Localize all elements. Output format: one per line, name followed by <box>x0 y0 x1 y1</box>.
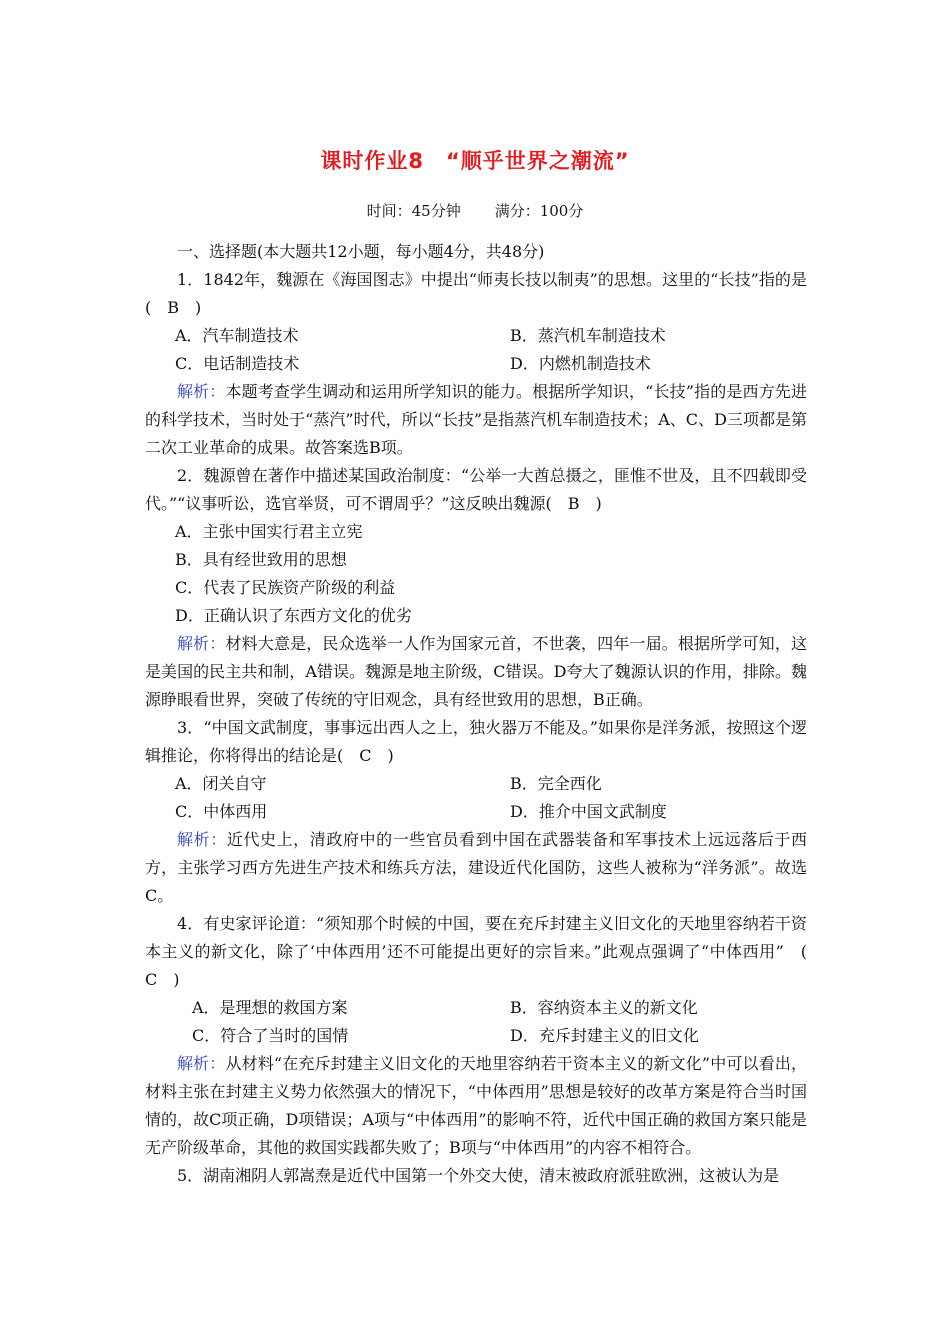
question-3-options-row-1 <box>145 770 807 798</box>
question-5-stem: 5．湖南湘阴人郭嵩焘是近代中国第一个外交大使，清末被政府派驻欧洲，这被认为是 <box>177 1166 780 1185</box>
question-1-analysis <box>145 378 807 462</box>
option: A．是理想的救国方案 <box>192 998 348 1017</box>
question-3-stem: 3．“中国文武制度，事事远出西人之上，独火器万不能及。”如果你是洋务派，按照这个逻辑推论，你将得出的结论是( C ) <box>145 718 807 765</box>
question-2-analysis <box>145 630 807 714</box>
analysis-text: 本题考查学生调动和运用所学知识的能力。根据所学知识，“长技”指的是西方先进的科学技术，当时处于“蒸汽”时代，所以“长技”是指蒸汽机车制造技术；A、C、D三项都是第二次工业革命的成果。故答案选B项。 <box>145 382 807 457</box>
question-1-options-row-1 <box>145 322 807 350</box>
option: C．符合了当时的国情 <box>192 1026 349 1045</box>
option: B．具有经世致用的思想 <box>175 550 347 569</box>
time-limit: 时间：45分钟 <box>366 202 461 220</box>
analysis-label: 解析： <box>177 1054 226 1073</box>
question-4-analysis <box>145 1050 807 1162</box>
question-1-options-row-2 <box>145 350 807 378</box>
option: D．正确认识了东西方文化的优劣 <box>175 606 412 625</box>
question-4-stem: 4．有史家评论道：“须知那个时候的中国，要在充斥封建主义旧文化的天地里容纳若干资本主义的新文化，除了‘中体西用’还不可能提出更好的宗旨来。”此观点强调了“中体西用” ( C ) <box>145 914 824 989</box>
option: C．电话制造技术 <box>175 354 300 373</box>
option: A．主张中国实行君主立宪 <box>175 522 363 541</box>
full-score: 满分：100分 <box>494 202 584 220</box>
option: B．蒸汽机车制造技术 <box>510 326 666 345</box>
analysis-text: 从材料“在充斥封建主义旧文化的天地里容纳若干资本主义的新文化”中可以看出，材料主张在封建主义势力依然强大的情况下，“中体西用”思想是较好的改革方案是符合当时国情的，故C项正确，D项错误；A项与“中体西用”的影响不符，近代中国正确的救国方案只能是无产阶级革命，其他的救国实践都失败了；B项与“中体西用”的内容不相符合。 <box>145 1054 807 1157</box>
document-body <box>145 238 824 1190</box>
question-2-stem: 2．魏源曾在著作中描述某国政治制度：“公举一大酋总摄之，匪惟不世及，且不四载即受代。”“议事听讼，选官举贤，可不谓周乎？”这反映出魏源( B ) <box>145 466 807 513</box>
question-3-analysis <box>145 826 807 910</box>
option: C．中体西用 <box>175 802 268 821</box>
analysis-label: 解析： <box>177 382 226 401</box>
question-4-options-row-2 <box>145 1022 807 1050</box>
analysis-label: 解析： <box>177 830 227 849</box>
section-header: 一、选择题(本大题共12小题，每小题4分，共48分) <box>177 242 545 261</box>
exam-meta <box>0 200 950 221</box>
option: B．完全西化 <box>510 774 602 793</box>
analysis-label: 解析： <box>177 634 226 653</box>
page-title: 课时作业8 “顺乎世界之潮流” <box>320 149 630 173</box>
option: D．内燃机制造技术 <box>510 354 651 373</box>
option: A．闭关自守 <box>175 774 267 793</box>
analysis-text: 材料大意是，民众选举一人作为国家元首，不世袭，四年一届。根据所学可知，这是美国的民主共和制，A错误。魏源是地主阶级，C错误。D夸大了魏源认识的作用，排除。魏源睁眼看世界，突破了传统的守旧观念，具有经世致用的思想，B正确。 <box>145 634 807 709</box>
option: D．充斥封建主义的旧文化 <box>510 1026 699 1045</box>
option: A．汽车制造技术 <box>175 326 299 345</box>
question-1-stem: 1．1842年，魏源在《海国图志》中提出“师夷长技以制夷”的思想。这里的“长技”指的是( B ) <box>145 270 807 317</box>
question-3-options-row-2 <box>145 798 807 826</box>
option: B．容纳资本主义的新文化 <box>510 998 698 1017</box>
question-4-options-row-1 <box>145 994 807 1022</box>
option: C．代表了民族资产阶级的利益 <box>175 578 396 597</box>
analysis-text: 近代史上，清政府中的一些官员看到中国在武器装备和军事技术上远远落后于西方，主张学习西方先进生产技术和练兵方法，建设近代化国防，这些人被称为“洋务派”。故选C。 <box>145 830 807 905</box>
option: D．推介中国文武制度 <box>510 802 667 821</box>
